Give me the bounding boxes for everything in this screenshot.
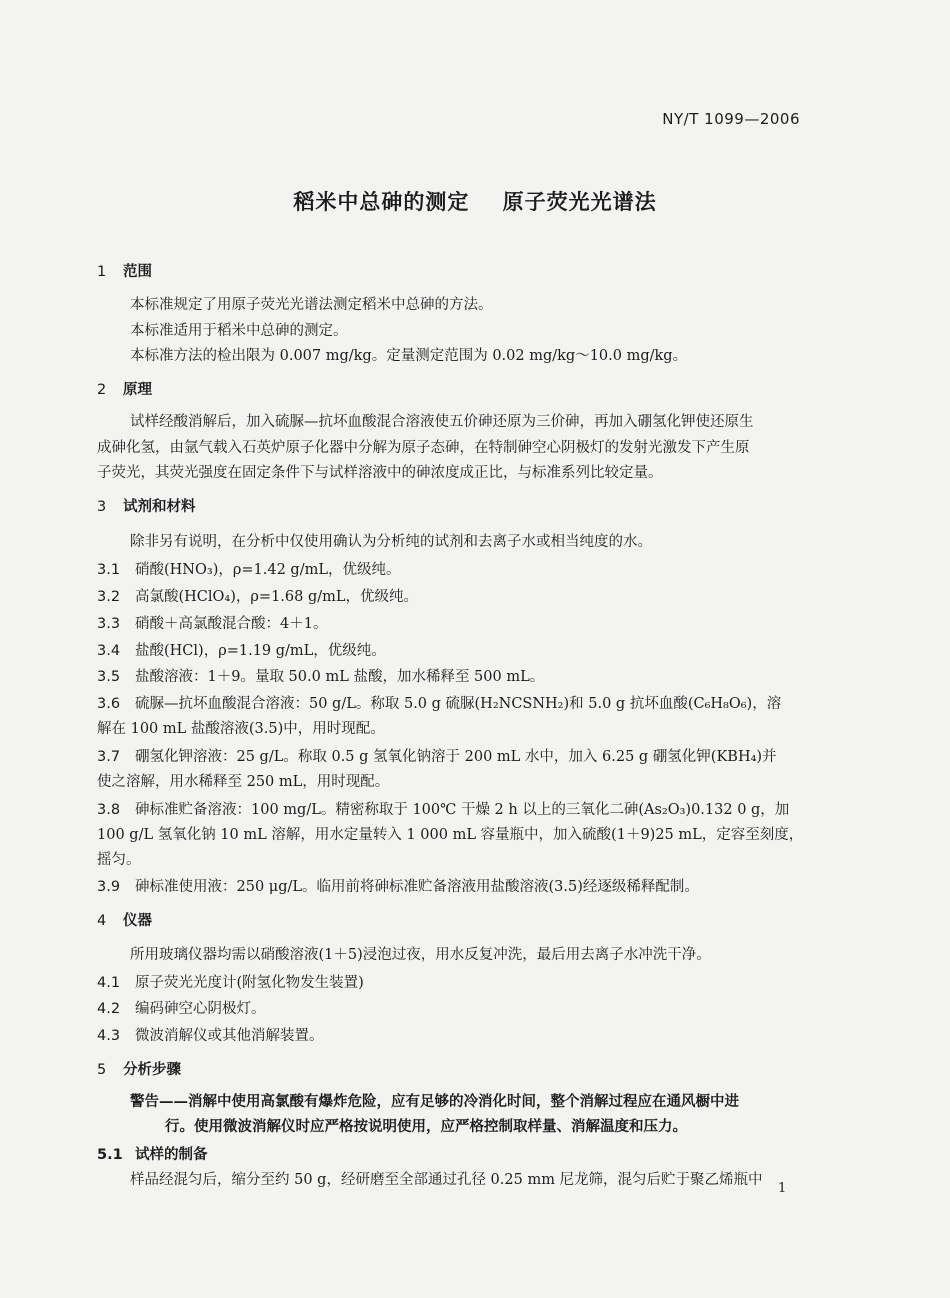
section-title: 原理	[123, 382, 152, 398]
item-number: 3.5	[97, 669, 121, 685]
paragraph: 本标准适用于稻米中总砷的测定。	[130, 323, 348, 339]
item-number: 3.2	[97, 589, 121, 605]
subsection-number: 5.1	[97, 1147, 123, 1163]
section-title: 试剂和材料	[123, 499, 196, 515]
section-number: 3	[97, 499, 107, 515]
subsection-heading	[97, 1145, 208, 1165]
item-number: 3.6	[97, 696, 121, 712]
item-text: 硝酸(HNO₃)，ρ=1.42 g/mL，优级纯。	[135, 562, 401, 578]
section-number: 5	[97, 1062, 107, 1078]
item-continuation: 100 g/L 氢氧化钠 10 mL 溶解，用水定量转入 1 000 mL 容量瓶中，加入硫酸(1＋9)25 mL，定容至刻度，	[97, 827, 804, 843]
item-number: 3.7	[97, 749, 121, 765]
item-continuation: 解在 100 mL 盐酸溶液(3.5)中，用时现配。	[97, 721, 385, 737]
item-text: 盐酸溶液：1＋9。量取 50.0 mL 盐酸，加水稀释至 500 mL。	[135, 669, 545, 685]
document-title: 稻米中总砷的测定 原子荧光光谱法	[293, 190, 657, 214]
section-number: 4	[97, 913, 107, 929]
item-continuation: 使之溶解，用水稀释至 250 mL，用时现配。	[97, 774, 390, 790]
section-number: 1	[97, 264, 107, 280]
section-1-heading	[97, 262, 152, 282]
list-item	[97, 614, 327, 634]
item-number: 4.1	[97, 975, 121, 991]
list-item	[97, 587, 418, 607]
warning-text: 警告——消解中使用高氯酸有爆炸危险，应有足够的冷消化时间，整个消解过程应在通风橱中进	[130, 1093, 739, 1110]
paragraph-line: 成砷化氢，由氩气载入石英炉原子化器中分解为原子态砷，在特制砷空心阴极灯的发射光激发下产生原	[97, 440, 750, 456]
paragraph: 除非另有说明，在分析中仅使用确认为分析纯的试剂和去离子水或相当纯度的水。	[130, 534, 652, 550]
paragraph: 本标准方法的检出限为 0.007 mg/kg。定量测定范围为 0.02 mg/kg～10.0 mg/kg。	[130, 348, 688, 364]
paragraph-line: 子荧光，其荧光强度在固定条件下与试样溶液中的砷浓度成正比，与标准系列比较定量。	[97, 465, 663, 481]
list-item	[97, 694, 781, 714]
paragraph: 本标准规定了用原子荧光光谱法测定稻米中总砷的方法。	[130, 297, 493, 313]
paragraph: 所用玻璃仪器均需以硝酸溶液(1＋5)浸泡过夜，用水反复冲洗，最后用去离子水冲洗干净。	[130, 947, 711, 963]
item-text: 硝酸＋高氯酸混合酸：4＋1。	[135, 616, 328, 632]
item-text: 硼氢化钾溶液：25 g/L。称取 0.5 g 氢氧化钠溶于 200 mL 水中，加入 6.25 g 硼氢化钾(KBH₄)并	[135, 749, 777, 765]
item-text: 原子荧光光度计(附氢化物发生装置)	[135, 975, 364, 991]
list-item	[97, 747, 777, 767]
paragraph: 样品经混匀后，缩分至约 50 g，经研磨至全部通过孔径 0.25 mm 尼龙筛，混匀后贮于聚乙烯瓶中	[130, 1172, 763, 1188]
item-number: 3.9	[97, 879, 121, 895]
section-number: 2	[97, 382, 107, 398]
list-item	[97, 973, 364, 993]
item-number: 3.8	[97, 802, 121, 818]
list-item	[97, 1026, 324, 1046]
section-title: 分析步骤	[123, 1062, 181, 1078]
item-text: 砷标准贮备溶液：100 mg/L。精密称取于 100℃ 干燥 2 h 以上的三氧化二砷(As₂O₃)0.132 0 g，加	[135, 802, 790, 818]
item-continuation: 摇匀。	[97, 852, 141, 868]
item-number: 4.3	[97, 1028, 121, 1044]
section-5-heading	[97, 1060, 181, 1080]
section-title: 仪器	[123, 913, 152, 929]
section-title: 范围	[123, 264, 152, 280]
item-text: 盐酸(HCl)，ρ=1.19 g/mL，优级纯。	[135, 643, 386, 659]
item-text: 微波消解仪或其他消解装置。	[135, 1028, 324, 1044]
list-item	[97, 800, 789, 820]
item-number: 4.2	[97, 1001, 121, 1017]
list-item	[97, 667, 544, 687]
list-item	[97, 877, 699, 897]
standard-code: NY/T 1099—2006	[662, 110, 800, 128]
paragraph-line: 试样经酸消解后，加入硫脲—抗坏血酸混合溶液使五价砷还原为三价砷，再加入硼氢化钾使还原生	[130, 414, 754, 430]
subsection-title: 试样的制备	[135, 1147, 208, 1163]
item-number: 3.1	[97, 562, 121, 578]
item-text: 高氯酸(HClO₄)，ρ=1.68 g/mL，优级纯。	[135, 589, 419, 605]
item-text: 编码砷空心阴极灯。	[135, 1001, 266, 1017]
page-number: 1	[778, 1181, 787, 1196]
list-item	[97, 560, 400, 580]
item-text: 硫脲—抗坏血酸混合溶液：50 g/L。称取 5.0 g 硫脲(H₂NCSNH₂)和 5.0 g 抗坏血酸(C₆H₈O₆)，溶	[135, 696, 782, 712]
section-4-heading	[97, 911, 152, 931]
section-3-heading	[97, 497, 196, 517]
item-number: 3.4	[97, 643, 121, 659]
item-text: 砷标准使用液：250 μg/L。临用前将砷标准贮备溶液用盐酸溶液(3.5)经逐级稀释配制。	[135, 879, 699, 895]
list-item	[97, 641, 386, 661]
warning-text: 行。使用微波消解仪时应严格按说明使用，应严格控制取样量、消解温度和压力。	[165, 1118, 687, 1135]
section-2-heading	[97, 380, 152, 400]
item-number: 3.3	[97, 616, 121, 632]
list-item	[97, 999, 266, 1019]
